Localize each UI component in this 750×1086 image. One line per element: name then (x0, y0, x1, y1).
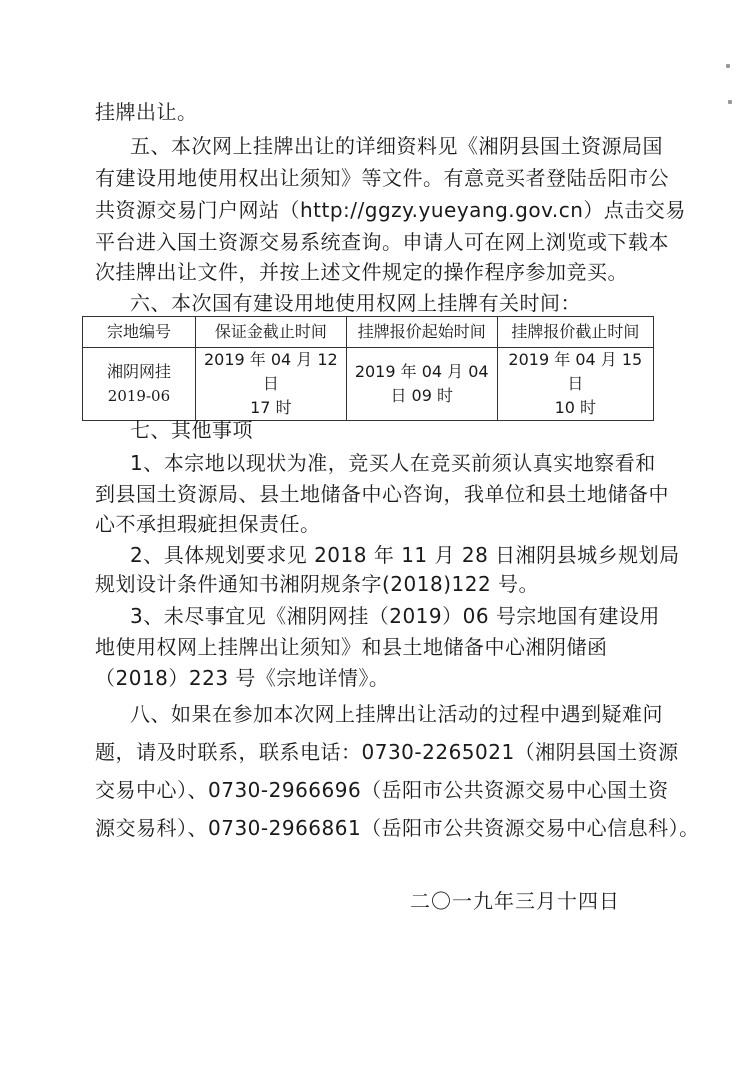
parcel-number: 2019-06 (107, 387, 171, 405)
paragraph-line: 题，请及时联系，联系电话：0730-2265021（湘阴县国土资源 (95, 740, 679, 764)
parcel-name: 湘阴网挂 (106, 362, 171, 381)
bid-end-cell (497, 348, 653, 421)
paragraph-line: 共资源交易门户网站（http://ggzy.yueyang.gov.cn）点击交易 (95, 198, 686, 222)
paragraph-line: 次挂牌出让文件，并按上述文件规定的操作程序参加竞买。 (95, 260, 628, 284)
table-header-cell: 挂牌报价起始时间 (346, 317, 497, 348)
paragraph-line: 规划设计条件通知书湘阴规条字(2018)122 号。 (95, 572, 540, 596)
deposit-hour: 17 时 (250, 398, 292, 417)
section-heading: 七、其他事项 (130, 418, 253, 442)
paragraph-line: 到县国土资源局、县土地储备中心咨询，我单位和县土地储备中 (95, 482, 669, 506)
schedule-table (82, 316, 654, 421)
paragraph-line: 八、如果在参加本次网上挂牌出让活动的过程中遇到疑难问 (130, 702, 663, 726)
document-date: 二〇一九年三月十四日 (410, 889, 620, 913)
paragraph-line: （2018）223 号《宗地详情》。 (95, 666, 390, 690)
deposit-date: 2019 年 04 月 12 日 (203, 350, 338, 393)
paragraph-line: 平台进入国土资源交易系统查询。申请人可在网上浏览或下载本 (95, 230, 669, 254)
bid-end-hour: 10 时 (554, 398, 597, 417)
bid-start-date: 2019 年 04 月 04 (354, 362, 489, 381)
paragraph-line: 地使用权网上挂牌出让须知》和县土地储备中心湘阴储函 (95, 635, 608, 659)
table-header-row (83, 317, 654, 348)
table-row (83, 348, 654, 421)
scan-speck (728, 100, 732, 104)
deposit-deadline-cell (195, 348, 346, 421)
paragraph-line: 六、本次国有建设用地使用权网上挂牌有关时间： (130, 291, 581, 315)
bid-start-hour: 日 09 时 (390, 386, 453, 405)
paragraph-line: 五、本次网上挂牌出让的详细资料见《湘阴县国土资源局国 (130, 134, 663, 158)
paragraph-line: 交易中心）、0730-2966696（岳阳市公共资源交易中心国土资 (95, 778, 669, 802)
paragraph-line: 挂牌出让。 (95, 100, 198, 124)
paragraph-line: 心不承担瑕疵担保责任。 (95, 512, 321, 536)
table-header-cell: 挂牌报价截止时间 (497, 317, 653, 348)
scan-speck (726, 64, 730, 68)
paragraph-line: 源交易科）、0730-2966861（岳阳市公共资源交易中心信息科）。 (95, 816, 700, 840)
paragraph-line: 1、本宗地以现状为准，竞买人在竞买前须认真实地察看和 (130, 451, 656, 475)
table-header-cell: 保证金截止时间 (195, 317, 346, 348)
paragraph-line: 3、未尽事宜见《湘阴网挂（2019）06 号宗地国有建设用 (130, 604, 660, 628)
table-header-cell: 宗地编号 (83, 317, 196, 348)
paragraph-line: 有建设用地使用权出让须知》等文件。有意竞买者登陆岳阳市公 (95, 166, 669, 190)
bid-start-cell (346, 348, 497, 421)
bid-end-date: 2019 年 04 月 15 日 (508, 350, 643, 393)
paragraph-line: 2、具体规划要求见 2018 年 11 月 28 日湘阴县城乡规划局 (130, 543, 680, 567)
parcel-cell (83, 348, 196, 421)
